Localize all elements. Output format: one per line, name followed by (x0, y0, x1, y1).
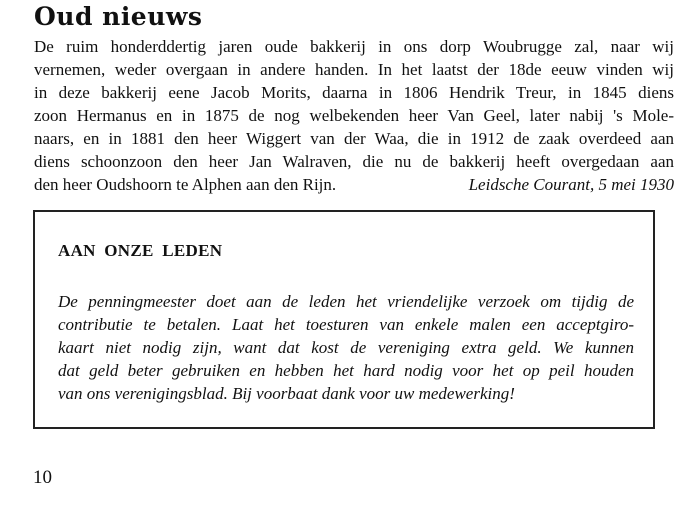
article-source: Leidsche Courant, 5 mei 1930 (468, 175, 674, 194)
notice-line: kaart niet nodig zijn, want dat kost de vereniging extra geld. We kunnen (58, 338, 634, 357)
notice-body (58, 290, 634, 405)
article-body (34, 35, 674, 196)
page-number: 10 (33, 467, 52, 488)
notice-title: AAN ONZE LEDEN (58, 241, 223, 260)
article-line: diens schoonzoon den heer Jan Walraven, die nu de bakkerij heeft overgedaan aan (34, 152, 674, 171)
article-heading: Oud nieuws (34, 2, 203, 31)
article-line: den heer Oudshoorn te Alphen aan den Rijn. (34, 175, 337, 194)
notice-line: dat geld beter gebruiken en hebben het hard nodig voor het op peil houden (58, 361, 634, 380)
article-line: naars, en in 1881 den heer Wiggert van der Waa, die in 1912 de zaak overdeed aan (34, 129, 674, 148)
article-line: vernemen, weder overgaan in andere handen. In het laatst der 18de eeuw vinden wij (34, 60, 674, 79)
article-line: De ruim honderddertig jaren oude bakkerij in ons dorp Woubrugge zal, naar wij (34, 37, 674, 56)
article-last-line (34, 173, 674, 196)
article-line: zoon Hermanus en in 1875 de nog welbekenden heer Van Geel, later nabij 's Mole- (34, 106, 674, 125)
notice-line: contributie te betalen. Laat het toesturen van enkele malen een acceptgiro- (58, 315, 634, 334)
article-line: in deze bakkerij eene Jacob Morits, daarna in 1806 Hendrik Treur, in 1845 diens (34, 83, 674, 102)
notice-line: van ons verenigingsblad. Bij voorbaat dank voor uw medewerking! (58, 384, 515, 403)
members-notice-box (33, 210, 655, 429)
notice-line: De penningmeester doet aan de leden het vriendelijke verzoek om tijdig de (58, 292, 634, 311)
